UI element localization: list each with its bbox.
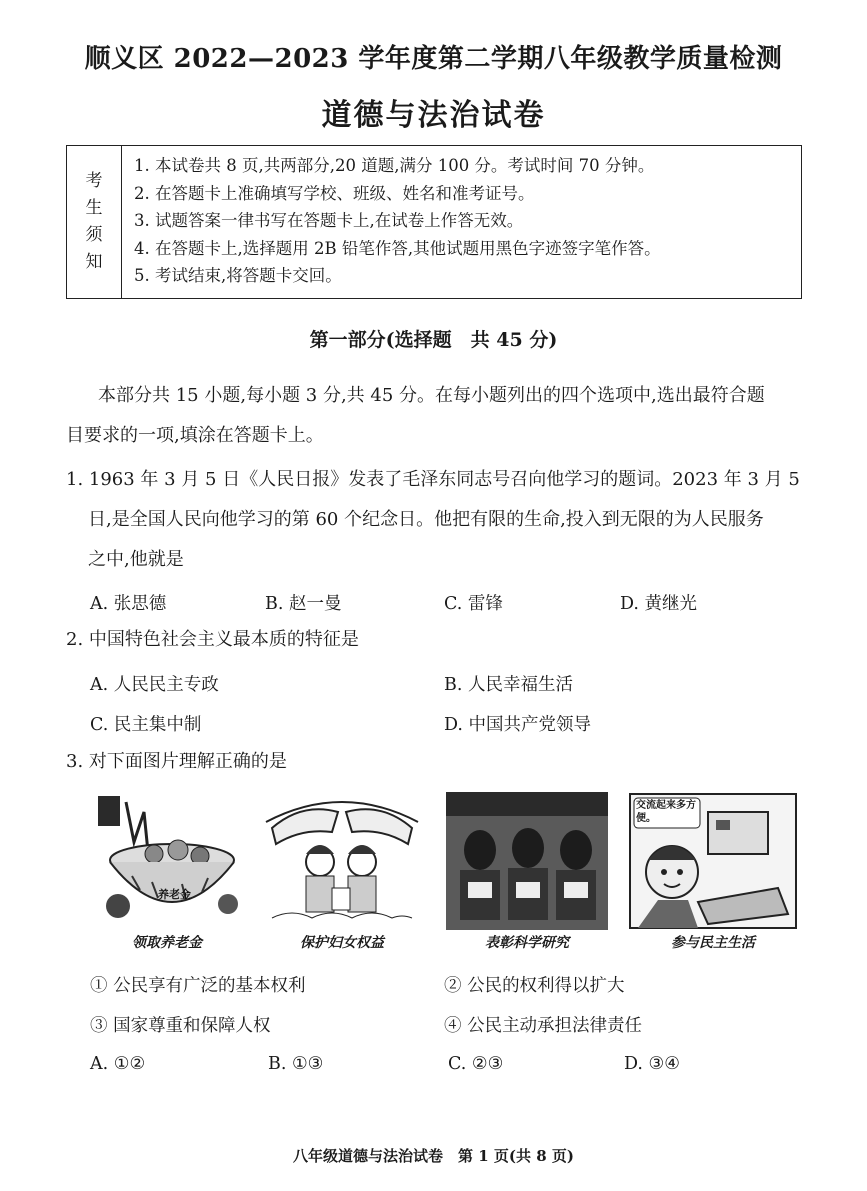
q3-statement-4: ④ 公民主动承担法律责任	[444, 1016, 643, 1036]
q3-statement-1: ① 公民享有广泛的基本权利	[90, 976, 306, 996]
q3-statement-2: ② 公民的权利得以扩大	[444, 976, 625, 996]
exam-subtitle: 道德与法治试卷	[321, 98, 546, 133]
notice-item: 3. 试题答案一律书写在答题卡上,在试卷上作答无效。	[134, 211, 524, 230]
caption-women-rights: 保护妇女权益	[300, 935, 384, 951]
candidate-notice-box	[66, 145, 802, 299]
notice-label-char: 考	[85, 171, 103, 191]
q2-option-a[interactable]: A. 人民民主专政	[90, 675, 219, 695]
q1-stem-line-3: 之中,他就是	[88, 549, 184, 570]
notice-item: 4. 在答题卡上,选择题用 2B 铅笔作答,其他试题用黑色字迹签字笔作答。	[134, 238, 661, 258]
picture-pension	[92, 792, 242, 930]
page-footer: 八年级道德与法治试卷 第 1 页(共 8 页)	[293, 1147, 574, 1165]
q2-stem: 2. 中国特色社会主义最本质的特征是	[66, 629, 359, 650]
q1-option-a[interactable]: A. 张思德	[90, 594, 167, 614]
notice-label-char: 生	[85, 198, 103, 218]
section-intro-line-1: 本部分共 15 小题,每小题 3 分,共 45 分。在每小题列出的四个选项中,选出最符合题	[98, 385, 765, 406]
q1-option-c[interactable]: C. 雷锋	[444, 594, 503, 614]
picture-science-award	[446, 792, 608, 930]
exam-title: 顺义区 2022—2023 学年度第二学期八年级教学质量检测	[84, 44, 783, 74]
q3-option-d[interactable]: D. ③④	[624, 1054, 680, 1074]
notice-label-char: 须	[85, 225, 103, 245]
q1-stem-line-1: 1. 1963 年 3 月 5 日《人民日报》发表了毛泽东同志号召向他学习的题词。2023 年 3 月 5	[66, 469, 800, 490]
section-intro-line-2: 目要求的一项,填涂在答题卡上。	[66, 425, 324, 446]
notice-label	[67, 146, 122, 298]
q1-option-d[interactable]: D. 黄继光	[620, 594, 698, 614]
notice-item: 1. 本试卷共 8 页,共两部分,20 道题,满分 100 分。考试时间 70 分钟。	[134, 156, 655, 175]
pension-bowl-label: 养老金	[158, 888, 191, 901]
speech-bubble-text: 交流起来多方便。	[636, 800, 696, 824]
notice-item: 2. 在答题卡上准确填写学校、班级、姓名和准考证号。	[134, 183, 535, 203]
section-title: 第一部分(选择题 共 45 分)	[309, 329, 558, 351]
q1-option-b[interactable]: B. 赵一曼	[265, 594, 342, 614]
notice-item: 5. 考试结束,将答题卡交回。	[134, 266, 342, 285]
q3-stem: 3. 对下面图片理解正确的是	[66, 751, 287, 772]
q2-option-d[interactable]: D. 中国共产党领导	[444, 715, 592, 735]
caption-democratic-life: 参与民主生活	[671, 935, 755, 951]
notice-label-char: 知	[85, 252, 103, 272]
caption-pension: 领取养老金	[132, 935, 202, 951]
notice-items	[122, 146, 801, 298]
q2-option-c[interactable]: C. 民主集中制	[90, 715, 202, 735]
q2-option-b[interactable]: B. 人民幸福生活	[444, 675, 573, 695]
q1-stem-line-2: 日,是全国人民向他学习的第 60 个纪念日。他把有限的生命,投入到无限的为人民服务	[88, 509, 764, 530]
q3-option-b[interactable]: B. ①③	[268, 1054, 324, 1074]
caption-science-award: 表彰科学研究	[485, 935, 569, 951]
q3-statement-3: ③ 国家尊重和保障人权	[90, 1016, 271, 1036]
picture-democratic-life	[628, 792, 798, 930]
picture-women-rights	[262, 792, 422, 930]
q3-option-a[interactable]: A. ①②	[90, 1054, 146, 1074]
q3-option-c[interactable]: C. ②③	[448, 1054, 504, 1074]
